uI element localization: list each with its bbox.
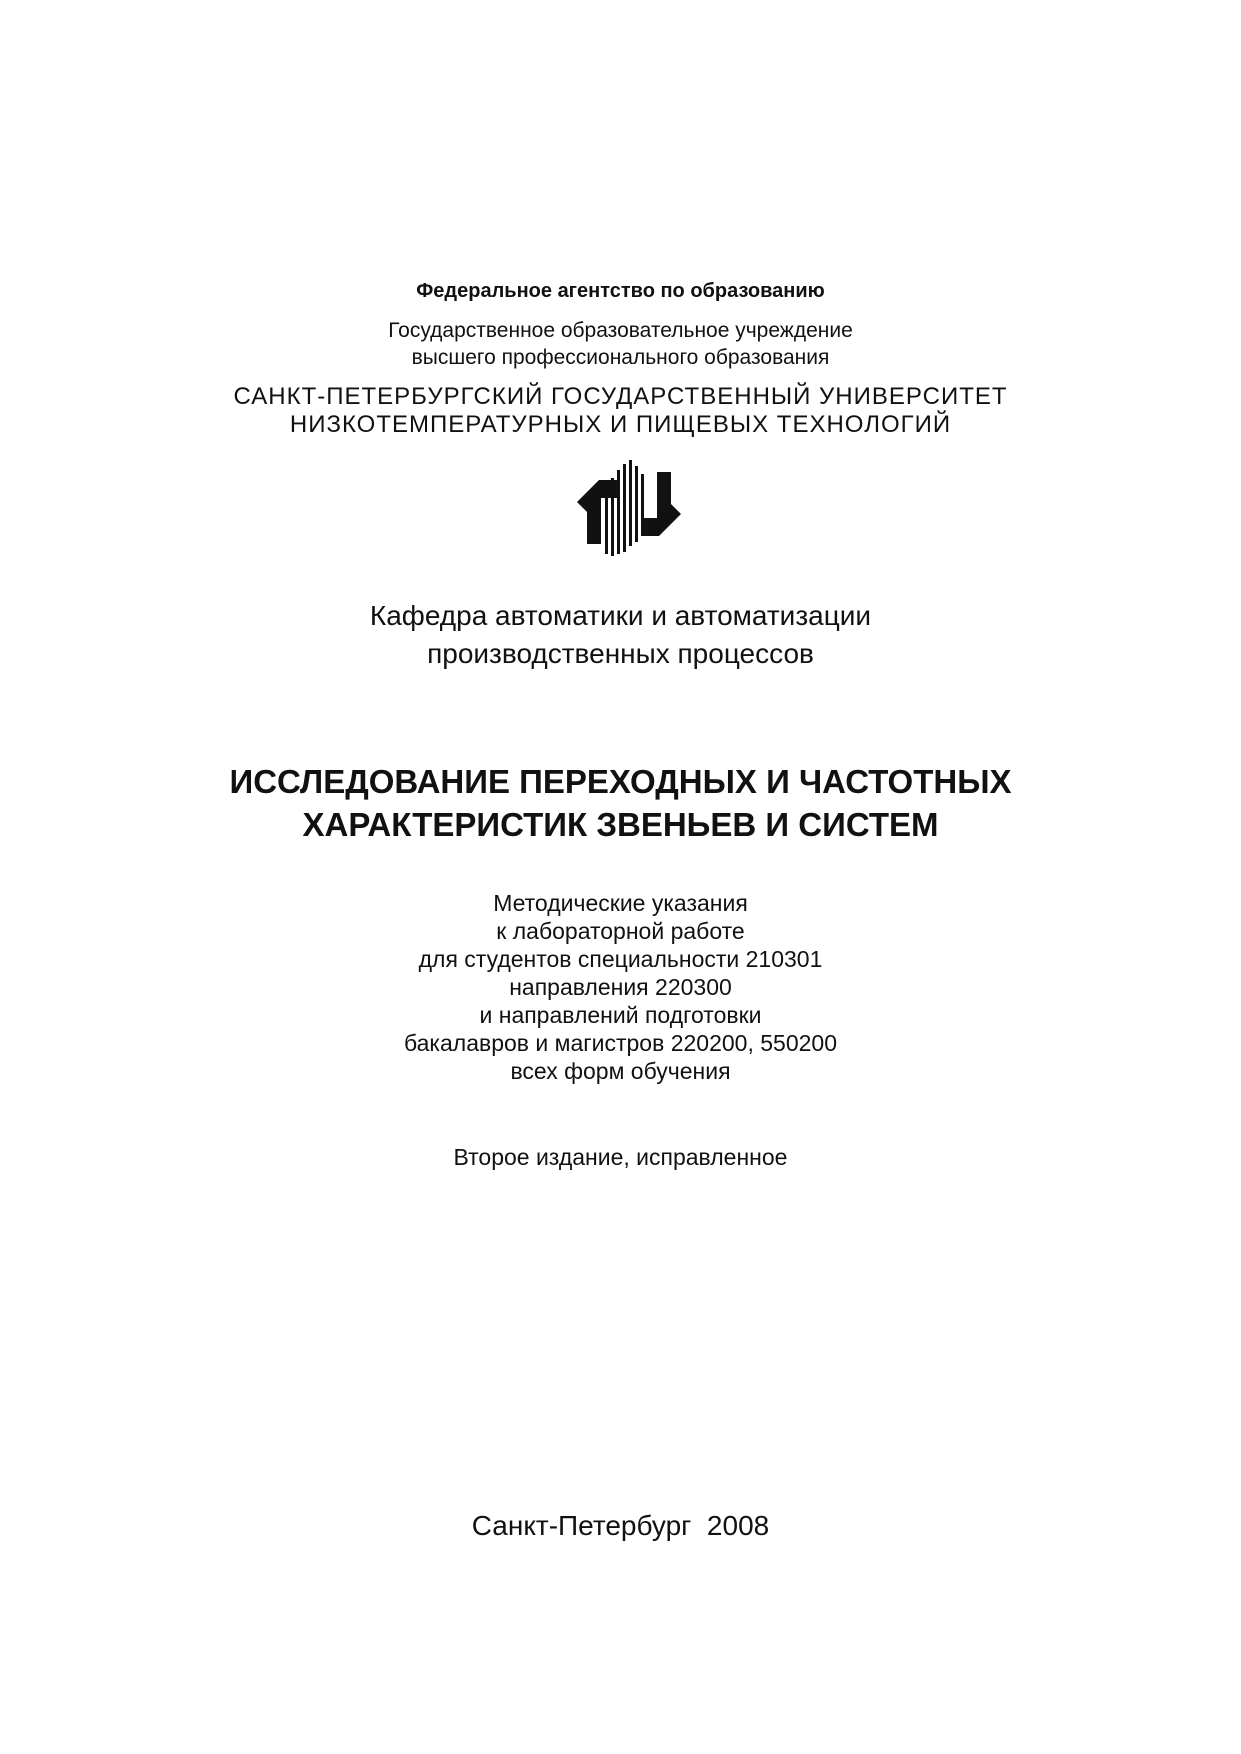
subtitle-line: к лабораторной работе: [496, 918, 745, 944]
subtitle-line: бакалавров и магистров 220200, 550200: [403, 1030, 837, 1056]
subtitle-line: направления 220300: [509, 974, 732, 1000]
institution-line-1: Государственное образовательное учреждение: [388, 319, 853, 342]
university-name-line-1: САНКТ-ПЕТЕРБУРГСКИЙ ГОСУДАРСТВЕННЫЙ УНИВЕРСИТЕТ: [233, 383, 1008, 410]
document-title-line-1: ИССЛЕДОВАНИЕ ПЕРЕХОДНЫХ И ЧАСТОТНЫХ: [229, 763, 1012, 800]
edition-note: Второе издание, исправленное: [453, 1144, 788, 1170]
subtitle-line: и направлений подготовки: [479, 1002, 762, 1028]
subtitle-line: для студентов специальности 210301: [418, 946, 823, 972]
institution-line-2: высшего профессионального образования: [411, 346, 830, 369]
subtitle-line: Методические указания: [493, 890, 748, 916]
university-name-line-2: НИЗКОТЕМПЕРАТУРНЫХ И ПИЩЕВЫХ ТЕХНОЛОГИЙ: [289, 411, 952, 438]
agency-name: Федеральное агентство по образованию: [416, 280, 825, 302]
document-title-line-2: ХАРАКТЕРИСТИК ЗВЕНЬЕВ И СИСТЕМ: [302, 806, 939, 843]
department-line-1: Кафедра автоматики и автоматизации: [369, 600, 872, 631]
university-emblem-icon: [577, 460, 681, 556]
department-line-2: производственных процессов: [427, 638, 814, 669]
city-year: Санкт-Петербург 2008: [471, 1510, 770, 1541]
subtitle-line: всех форм обучения: [510, 1058, 731, 1084]
